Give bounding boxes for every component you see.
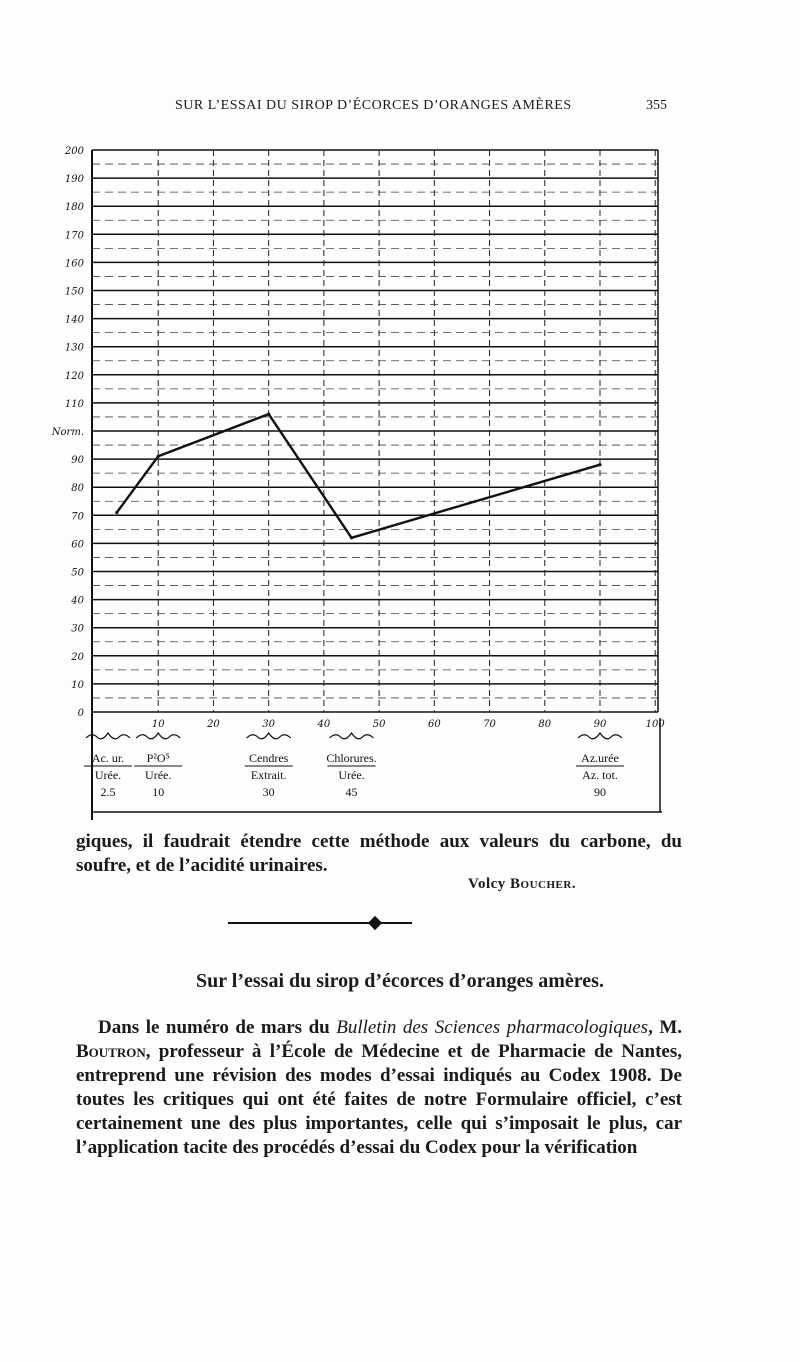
y-tick-label: 190 <box>64 174 84 186</box>
series-line <box>117 414 600 538</box>
x-tick-label: 30 <box>262 719 276 730</box>
data-point <box>115 511 118 514</box>
y-tick-label: 160 <box>64 258 84 270</box>
y-tick-label: 60 <box>71 539 84 551</box>
x-tick-label: 10 <box>151 719 165 730</box>
y-tick-label: 70 <box>71 511 84 523</box>
legend-brace-icon <box>578 733 622 739</box>
continuation-paragraph: giques, il faudrait étendre cette méthode aux valeurs du carbone, du soufre, et de l’acidité urinaires. <box>76 831 682 876</box>
y-tick-label: 20 <box>71 651 84 663</box>
section-divider <box>228 922 412 924</box>
legend-denominator: Urée. <box>338 768 365 782</box>
data-point <box>267 413 270 416</box>
x-tick-label: 40 <box>317 719 331 730</box>
legend-denominator: Urée. <box>145 768 172 782</box>
y-tick-label: 30 <box>71 623 84 635</box>
y-tick-label: 130 <box>64 342 84 354</box>
legend-numerator: P²O⁵ <box>146 751 170 765</box>
y-tick-label: 50 <box>71 567 84 579</box>
y-tick-label: 90 <box>71 455 84 467</box>
y-tick-label: 40 <box>71 595 84 607</box>
y-tick-label: 200 <box>64 146 84 157</box>
article-body <box>76 1016 682 1160</box>
data-point <box>157 455 160 458</box>
divider-ornament-icon <box>368 916 382 930</box>
paragraph-mid: , M. <box>648 1017 683 1038</box>
x-tick-label: 60 <box>427 719 441 730</box>
legend-denominator: Urée. <box>94 768 122 782</box>
x-tick-label: 90 <box>593 719 607 730</box>
article-paragraph <box>76 1016 682 1160</box>
author-signature <box>468 876 576 893</box>
legend-value: 30 <box>262 785 275 799</box>
author-name: Boutron <box>76 1041 146 1062</box>
signature-first-name: Volcy <box>468 876 506 892</box>
y-tick-label: 140 <box>64 314 84 326</box>
legend-brace-icon <box>330 733 374 739</box>
signature-last-name: Boucher. <box>510 876 577 892</box>
legend-numerator: Chlorures. <box>326 751 377 765</box>
legend-brace-icon <box>136 733 180 739</box>
legend-numerator: Cendres <box>249 751 289 765</box>
x-tick-label: 80 <box>538 719 552 730</box>
x-tick-label: 100 <box>645 719 665 730</box>
y-tick-label: 180 <box>64 202 84 214</box>
page-number: 355 <box>646 98 667 113</box>
y-tick-label: 110 <box>64 398 84 410</box>
data-point <box>350 536 353 539</box>
data-point <box>598 463 601 466</box>
legend-brace-icon <box>247 733 291 739</box>
x-tick-label: 70 <box>483 719 496 730</box>
paragraph-rest: , professeur à l’École de Médecine et de Pharmacie de Nantes, entreprend une révision des modes d’essai indiqués au Codex 1908. De toutes les critiques qui ont été faites de notre Formulaire officiel, c’est certainement une des plus importantes, celle qui s’imposait le plus, car l’application tacite des procédés d’essai du Codex pour la vérification <box>76 1041 682 1158</box>
article-title: Sur l’essai du sirop d’écorces d’oranges amères. <box>196 970 604 992</box>
y-tick-label: Norm. <box>51 427 84 438</box>
legend-value: 45 <box>345 785 358 799</box>
legend-denominator: Az. tot. <box>582 768 618 782</box>
running-title: SUR L’ESSAI DU SIROP D’ÉCORCES D’ORANGES AMÈRES <box>175 98 572 113</box>
legend-value: 10 <box>152 785 165 799</box>
legend-numerator: Az.urée <box>581 751 619 765</box>
y-tick-label: 170 <box>64 230 84 242</box>
x-tick-label: 50 <box>372 719 386 730</box>
legend-value: 2.5 <box>100 785 116 799</box>
y-tick-label: 120 <box>64 370 84 382</box>
y-tick-label: 150 <box>64 286 84 298</box>
journal-title: Bulletin des Sciences pharmacologiques <box>336 1017 649 1038</box>
x-tick-label: 20 <box>207 719 220 730</box>
y-tick-label: 0 <box>77 708 84 719</box>
paragraph-start: Dans le numéro de mars du <box>98 1017 337 1038</box>
legend-denominator: Extrait. <box>250 768 287 782</box>
legend-numerator: Ac. ur. <box>91 751 125 765</box>
y-tick-label: 80 <box>71 483 84 495</box>
legend-value: 90 <box>594 785 606 799</box>
y-tick-label: 10 <box>71 679 84 691</box>
